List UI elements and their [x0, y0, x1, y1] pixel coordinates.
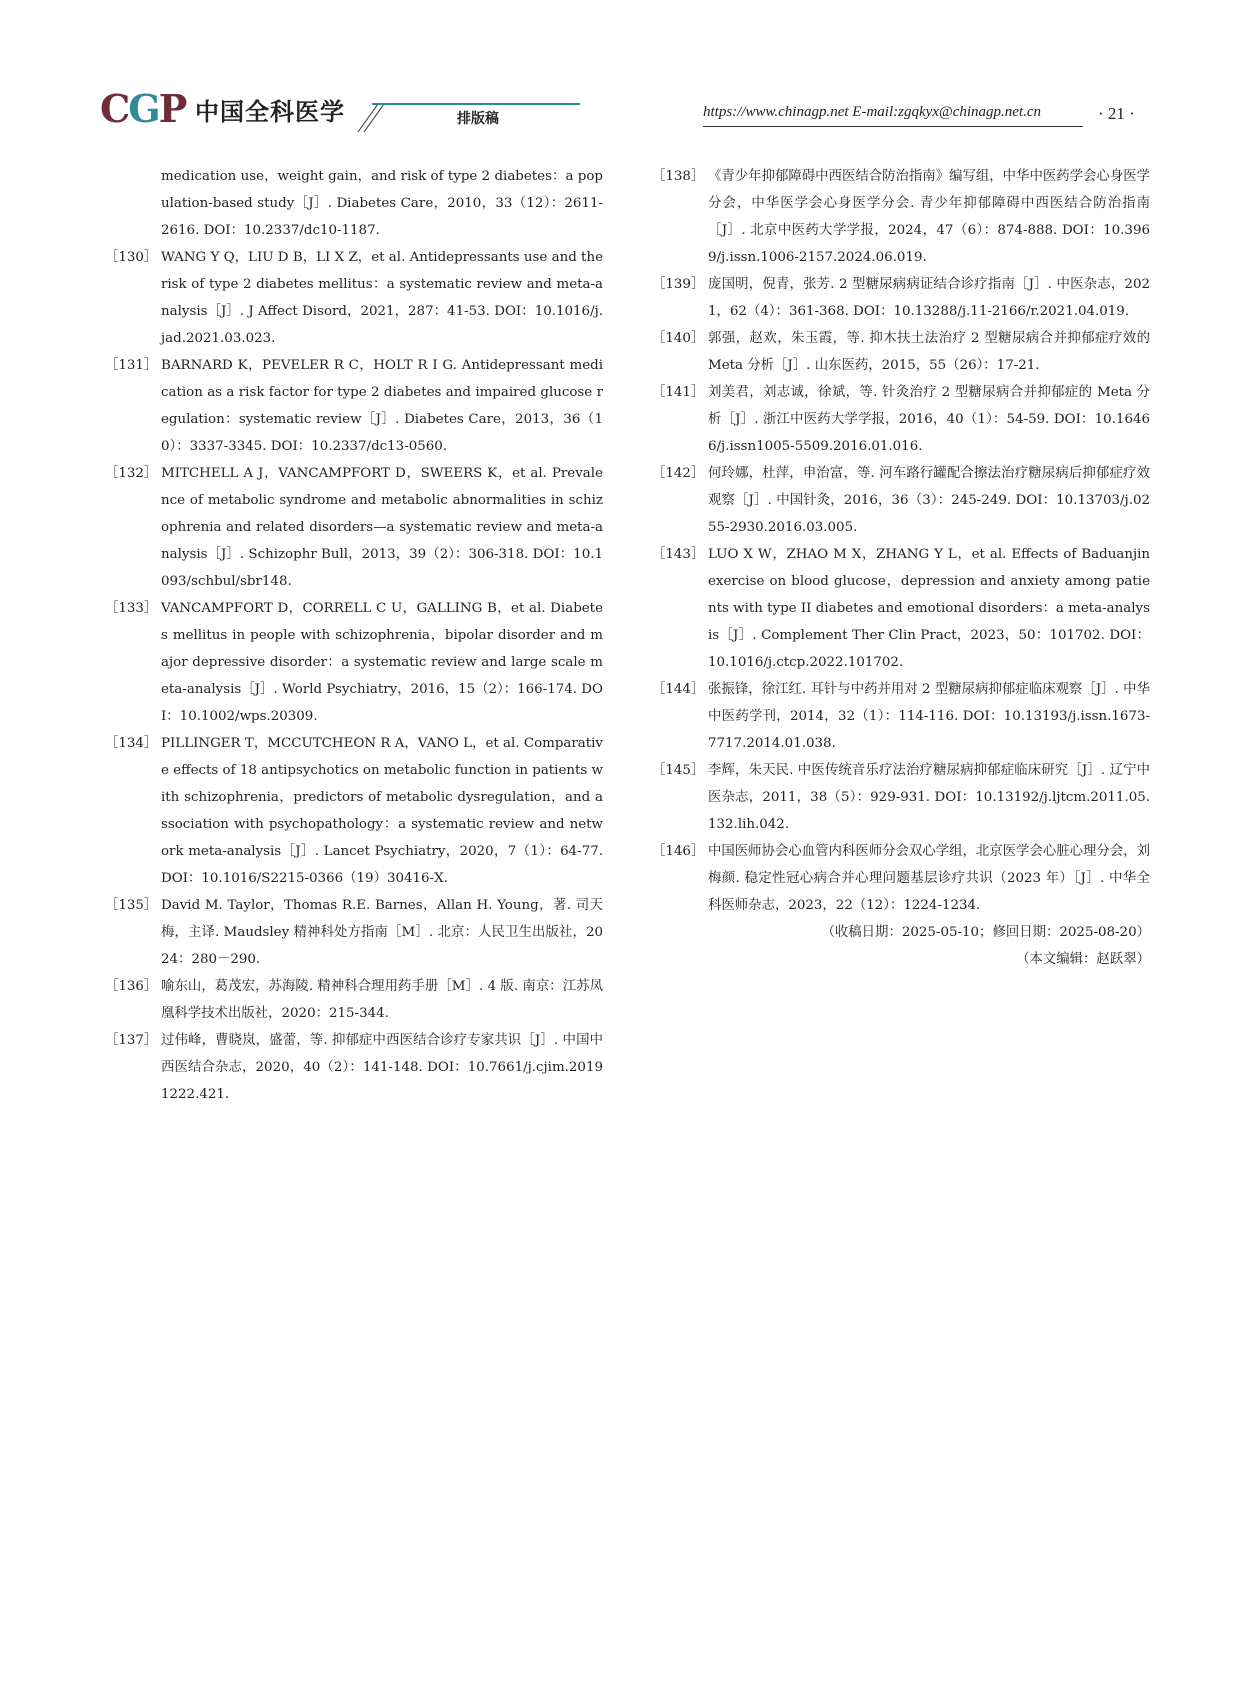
- reference-item: medication use，weight gain，and risk of type 2 diabetes：a population-based study［J］. Diabetes Care，2010，33（12）：2611-2616. DOI：10.2337/dc10-1187.: [161, 169, 603, 238]
- reference-item: ［141］ 刘美君，刘志诚，徐斌，等. 针灸治疗 2 型糖尿病合并抑郁症的 Meta 分析［J］. 浙江中医药大学学报，2016，40（1）：54-59. DOI：10.16466/j.issn1005-5509.2016.01.016.: [652, 385, 1150, 454]
- reference-item: ［134］ PILLINGER T，MCCUTCHEON R A，VANO L，et al. Comparative effects of 18 antipsychotics on metabolic function in patients with schizophrenia，predictors of metabolic dysregulation，and association with psychopathology：a systematic review and network meta-analysis［J］. Lancet Psychiatry，2020，7（1）：64-77. DOI：10.1016/S2215-0366（19）30416-X.: [105, 736, 603, 886]
- reference-item: ［146］ 中国医师协会心血管内科医师分会双心学组，北京医学会心脏心理分会，刘梅颜. 稳定性冠心病合并心理问题基层诊疗共识（2023 年）［J］. 中华全科医师杂志，2023，22（12）：1224-1234.: [652, 844, 1150, 913]
- reference-item: ［145］ 李辉，朱天民. 中医传统音乐疗法治疗糖尿病抑郁症临床研究［J］. 辽宁中医杂志，2011，38（5）：929-931. DOI：10.13192/j.ljtcm.2011.05.132.lih.042.: [652, 763, 1150, 832]
- journal-logo: [100, 86, 480, 131]
- reference-item: ［140］ 郭强，赵欢，朱玉霞，等. 抑木扶土法治疗 2 型糖尿病合并抑郁症疗效的 Meta 分析［J］. 山东医药，2015，55（26）：17-21.: [652, 331, 1150, 373]
- logo-journal-name: 中国全科医学: [195, 98, 345, 126]
- right-column: [652, 163, 1150, 973]
- received-dates: （收稿日期：2025-05-10；修回日期：2025-08-20）: [821, 925, 1150, 940]
- editor-note: （本文编辑：赵跃翠）: [1016, 952, 1150, 967]
- site-info: https://www.chinagp.net E-mail:zgqkyx@chinagp.net.cn: [703, 104, 1042, 120]
- reference-item: ［133］ VANCAMPFORT D，CORRELL C U，GALLING B，et al. Diabetes mellitus in people with schizophrenia，bipolar disorder and major depressive disorder：a systematic review and large scale meta-analysis［J］. World Psychiatry，2016，15（2）：166-174. DOI：10.1002/wps.20309.: [105, 601, 603, 724]
- reference-item: ［131］ BARNARD K，PEVELER R C，HOLT R I G. Antidepressant medication as a risk factor for type 2 diabetes and impaired glucose regulation：systematic review［J］. Diabetes Care，2013，36（10）：3337-3345. DOI：10.2337/dc13-0560.: [105, 358, 603, 454]
- reference-item: ［142］ 何玲娜，杜萍，申治富，等. 河车路行罐配合擦法治疗糖尿病后抑郁症疗效观察［J］. 中国针灸，2016，36（3）：245-249. DOI：10.13703/j.0255-2930.2016.03.005.: [652, 466, 1150, 535]
- header-rule: [372, 103, 580, 105]
- reference-item: ［132］ MITCHELL A J，VANCAMPFORT D，SWEERS K，et al. Prevalence of metabolic syndrome and metabolic abnormalities in schizophrenia and related disorders—a systematic review and meta-analysis［J］. Schizophr Bull，2013，39（2）：306-318. DOI：10.1093/schbul/sbr148.: [105, 466, 603, 589]
- reference-item: ［137］ 过伟峰，曹晓岚，盛蕾，等. 抑郁症中西医结合诊疗专家共识［J］. 中国中西医结合杂志，2020，40（2）：141-148. DOI：10.7661/j.cjim.20191222.421.: [105, 1033, 603, 1102]
- reference-item: ［135］ David M. Taylor，Thomas R.E. Barnes，Allan H. Young，著. 司天梅，主译. Maudsley 精神科处方指南［M］. 北京：人民卫生出版社，2024：280－290.: [105, 898, 603, 967]
- site-underline: [703, 126, 1083, 127]
- header-divider-icon: [352, 100, 386, 134]
- page-number: · 21 ·: [1098, 104, 1135, 123]
- reference-item: ［144］ 张振锋，徐江红. 耳针与中药并用对 2 型糖尿病抑郁症临床观察［J］. 中华中医药学刊，2014，32（1）：114-116. DOI：10.13193/j.issn.1673-7717.2014.01.038.: [652, 682, 1150, 751]
- reference-item: ［136］ 喻东山，葛茂宏，苏海陵. 精神科合理用药手册［M］. 4 版. 南京：江苏凤凰科学技术出版社，2020：215-344.: [105, 979, 603, 1021]
- draft-label: 排版稿: [457, 111, 499, 127]
- reference-item: ［138］ 《青少年抑郁障碍中西医结合防治指南》编写组，中华中医药学会心身医学分会，中华医学会心身医学分会. 青少年抑郁障碍中西医结合防治指南［J］. 北京中医药大学学报，2024，47（6）：874-888. DOI：10.3969/j.issn.1006-2157.2024.06.019.: [652, 169, 1150, 265]
- left-column: [105, 163, 603, 1108]
- reference-item: ［143］ LUO X W，ZHAO M X，ZHANG Y L，et al. Effects of Baduanjin exercise on blood glucose，depression and anxiety among patients with type II diabetes and emotional disorders：a meta-analysis［J］. Complement Ther Clin Pract，2023，50：101702. DOI：10.1016/j.ctcp.2022.101702.: [652, 547, 1150, 670]
- page-header: [0, 0, 1247, 140]
- logo-cgp: CGP: [100, 86, 186, 131]
- reference-item: ［139］ 庞国明，倪青，张芳. 2 型糖尿病病证结合诊疗指南［J］. 中医杂志，2021，62（4）：361-368. DOI：10.13288/j.11-2166/r.2021.04.019.: [652, 277, 1150, 319]
- reference-item: ［130］ WANG Y Q，LIU D B，LI X Z，et al. Antidepressants use and the risk of type 2 diabetes mellitus：a systematic review and meta-analysis［J］. J Affect Disord，2021，287：41-53. DOI：10.1016/j.jad.2021.03.023.: [105, 250, 603, 346]
